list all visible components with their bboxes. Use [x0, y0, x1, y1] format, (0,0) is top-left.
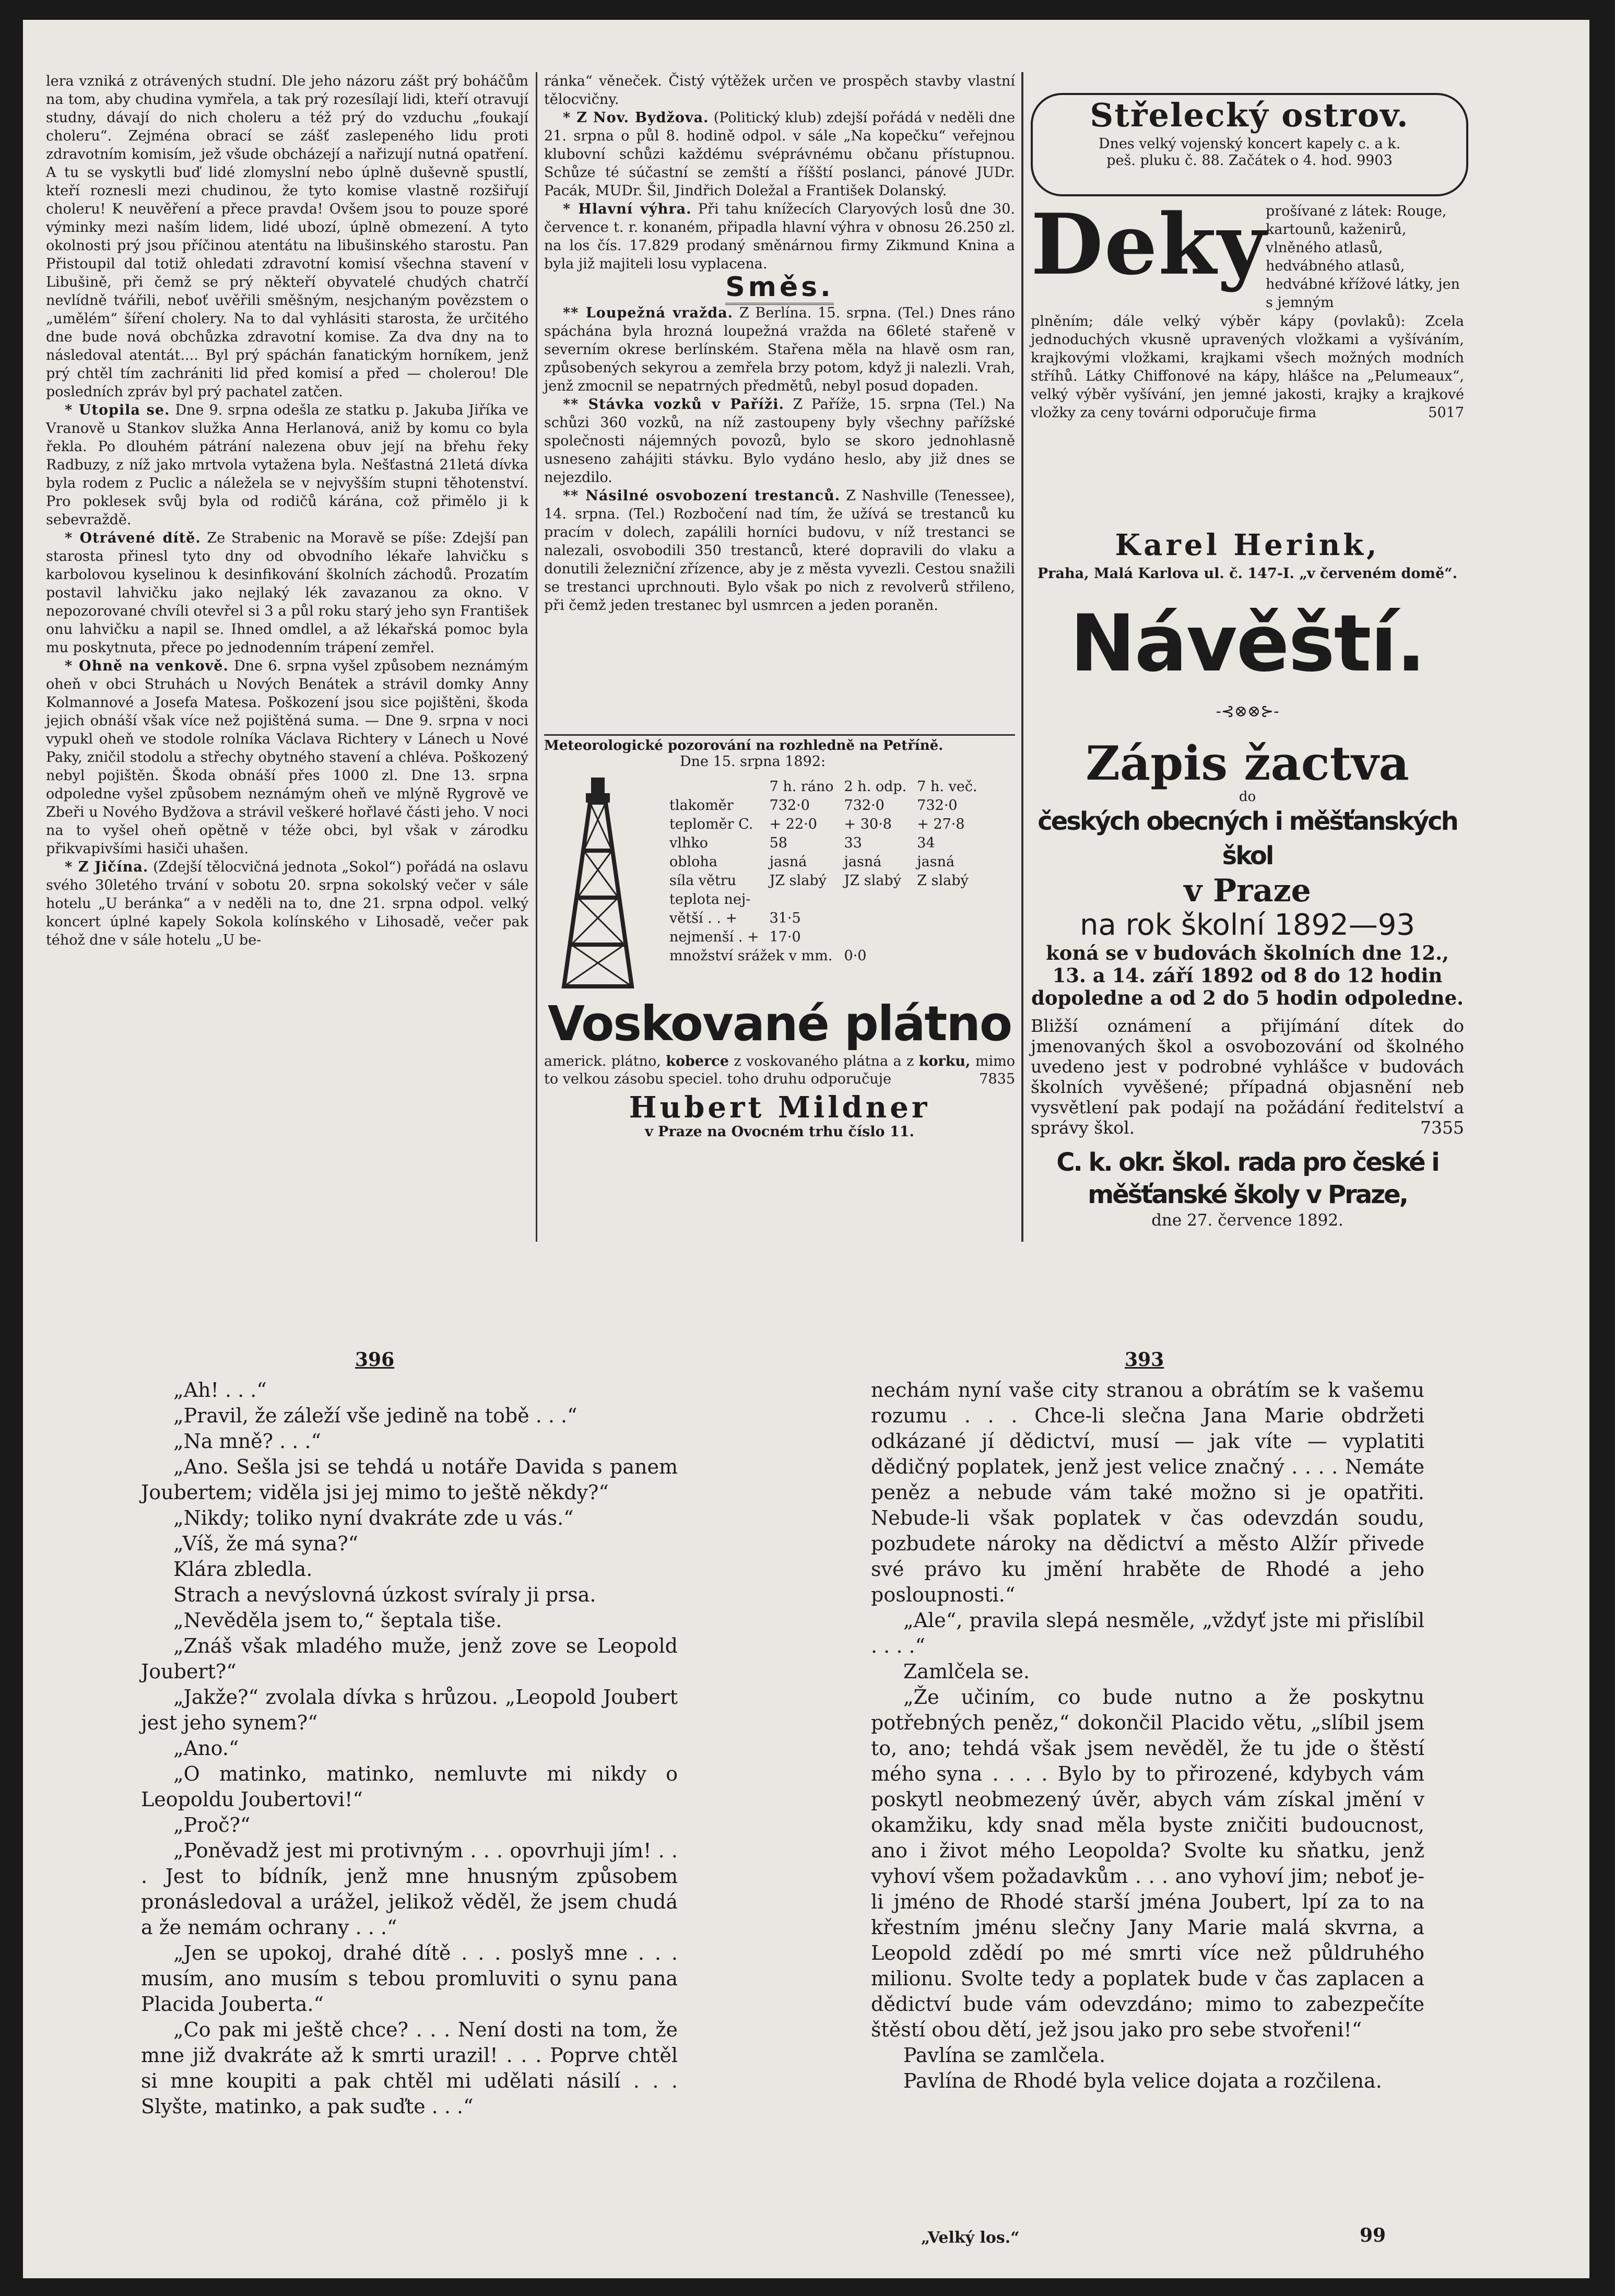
headline-utopila: * Utopila se. — [65, 402, 170, 418]
news-column-1 — [46, 72, 528, 1239]
navesti-info: Bližší oznámení a přijímání dítek do jmenovaných škol a osvobozování od školného uvedeno jest v podrobné vyhlášce v budovách školních vyvěšené; případná objasnění neb vysvětlení pak podají na požádání ředitelství a správy škol. — [1031, 1016, 1464, 1138]
weather-label: obloha — [669, 854, 717, 870]
section-title-smes: Směs. — [725, 272, 834, 305]
ad-strelecky-line2: peš. pluku č. 88. Začátek o 4. hod. — [1106, 152, 1352, 169]
weather-header: 2 h. odp. — [844, 779, 907, 795]
story-paragraph: „Znáš však mladého muže, jenž zove se Leopold Joubert?“ — [141, 1634, 678, 1683]
article-utopila-text: Dne 9. srpna odešla ze statku p. Jakuba Jiříka ve Vranově u Stankov služka Anna Herlanová, aniž by komu co byla řekla. Po dlouhém pátrání nalezena obuv její na břehu řeky Radbuzy, z níž jako mrtvola vytažena byla. Nešťastná 21letá dívka byla rodem z Puclic a náležela se v nejvyšším stupni těhotenství. Pro poklesek svůj byla od rodičů kárána, což přimělo ji k sebevraždě. — [46, 402, 528, 528]
ad-deky-address: Praha, Malá Karlova ul. č. 147-I. „v červeném domě“. — [1037, 566, 1458, 582]
story-paragraph: „Ah! . . .“ — [173, 1379, 267, 1402]
story-paragraph: „Pravil, že záleží vše jedině na tobě . . .“ — [173, 1404, 577, 1427]
weather-label: tlakoměr — [669, 797, 734, 814]
article-jicin-text: (Zdejší tělocvičná jednota „Sokol“) pořádá na oslavu svého 30letého trvání v sobotu 20. srpna sokolský večer v sále hotelu „U beránka“ a v neděli na to, dne 21. srpna odpol. velký koncert úplné kapely Sokola kolínského v Lihosadě, večer pak téhož dne v sále hotelu „U be- — [46, 859, 529, 948]
article-vyhra-text: Při tahu knížecích Claryových losů dne 30. července t. r. konaném, připadla hlavní výhra v obnosu 26.250 zl. na los čís. 17.829 prodaný směnárnou firmy Zikmund Knina a byla již majiteli losu vyplacena. — [544, 201, 1015, 272]
ad-voskovane-text: mimo to velkou zásobu speciel. toho druhu odporučuje — [544, 1053, 1015, 1087]
ad-deky-body: plněním; dále velký výběr kápy (povlaků): Zcela jednoduchých vkusně upravených vložkami a vyšíváním, krajkovými vložkami, krajkami všech možných modních stříhů. Látky Chiffonové na kápy, hlášce na „Pelumeaux“, velký výběr vyšívání, jen jemné jakosti, krajky a krajkové vložky za ceny továrni odporučuje firma — [1031, 313, 1464, 421]
ad-strelecky-number: 9903 — [1357, 152, 1393, 169]
article-jicin-cont: ránka“ věneček. Čistý výtěžek určen ve prospěch stavby vlastní tělocvičny. — [544, 73, 1015, 108]
story-paragraph: „Jen se upokoj, drahé dítě . . . poslyš mne . . . musím, ano musím s tebou promluviti o synu pana Placida Jouberta.“ — [141, 1941, 678, 2016]
navesti-council: C. k. okr. škol. rada pro české i měšťanské školy v Praze, — [1056, 1148, 1439, 1209]
story-page-number-left: 396 — [355, 1349, 395, 1371]
weather-rain-label: množství srážek v mm. — [669, 948, 833, 964]
story-paragraph: „Nikdy; toliko nyní dvakráte zde u vás.“ — [173, 1506, 574, 1529]
weather-min-value: 17·0 — [769, 929, 801, 945]
story-paragraph: Pavlína se zamlčela. — [903, 2044, 1106, 2067]
headline-stavka: ** Stávka vozků v Paříži. — [563, 396, 784, 413]
story-paragraph: „Proč?“ — [173, 1814, 251, 1836]
story-paragraph: Zamlčela se. — [903, 1660, 1030, 1683]
ad-voskovane-text: americk. plátno, — [544, 1053, 661, 1069]
ad-voskovane-address: v Praze na Ovocném trhu číslo 11. — [645, 1124, 914, 1140]
weather-value: 58 — [769, 835, 787, 851]
story-paragraph: „Co pak mi ještě chce? . . . Není dosti na tom, že mne již dvakráte až k smrti urazil! . . . Poprve chtěl si mne koupiti a pak chtěl mi udělati násilí . . . Slyšte, matinko, a pak suďte . . .“ — [141, 2018, 678, 2118]
weather-label: vlhko — [669, 835, 708, 851]
story-paragraph: Strach a nevýslovná úzkost svíraly ji prsa. — [173, 1583, 596, 1606]
headline-ohne: * Ohně na venkově. — [65, 658, 229, 674]
article-stavka-text: Z Paříže, 15. srpna (Tel.) Na schůzi 360 vozků, na níž zastoupeny byly všechny pařížské společnosti nájemných povozů, bylo se skoro jednohlasně usneseno zahájiti stávku. Bylo vydáno heslo, aby již dnes se nejezdilo. — [544, 396, 1015, 486]
newspaper-page — [23, 20, 1589, 2278]
headline-osvobozeni: ** Násilné osvobození trestanců. — [563, 488, 841, 504]
story-paragraph: „Ano. Sešla jsi se tehdá u notáře Davida s panem Joubertem; viděla jsi jej mimo to ještě někdy?“ — [141, 1455, 678, 1504]
story-paragraph: Klára zbledla. — [173, 1558, 313, 1581]
story-paragraph: „Ano.“ — [173, 1737, 239, 1760]
story-paragraph: „Nevěděla jsem to,“ šeptala tiše. — [173, 1609, 502, 1632]
weather-value: 33 — [844, 835, 862, 851]
story-paragraph: Pavlína de Rhodé byla velice dojata a rozčilena. — [903, 2069, 1382, 2092]
ad-voskovane-bold: koberce — [666, 1053, 729, 1069]
story-page-number-right: 393 — [1125, 1349, 1164, 1371]
weather-rain-value: 0·0 — [844, 948, 867, 964]
weather-value: JZ slabý — [844, 873, 901, 889]
ad-deky-side-text: prošívané z látek: Rouge, kartounů, kaženirů, vlněného atlasů, hedvábného atlasů, hedvábné křížové látky, jen s jemným — [1266, 203, 1460, 311]
story-paragraph: „Víš, že má syna?“ — [173, 1532, 359, 1555]
story-right-column — [871, 1377, 1424, 2223]
weather-header: 7 h. ráno — [769, 779, 834, 795]
navesti-dates: koná se v budovách školních dne 12., 13. a 14. září 1892 od 8 do 12 hodin dopoledne a od 2 do 5 hodin odpoledne. — [1031, 941, 1464, 1009]
weather-title: Meteorologické pozorování na rozhledně na Petříně. — [544, 738, 944, 753]
weather-label: teploměr C. — [669, 816, 753, 832]
story-footer-number: 99 — [1360, 2224, 1386, 2246]
article-otravene-text: Ze Strabenic na Moravě se píše: Zdejší pan starosta přinesl tyto dny od obvodního lékaře lahvičku s karbolovou kyselinou k desinfikování školních záchodů. Prozatím postavil lahvičku jako nejlaký lék zavazanou za okno. V nepozorované chvíli otevřel si 3 a půl roku starý jeho syn František onu lahvičku a napil se. Ihned omdlel, a až lékařská pomoc byla mu poskytnuta, přece po jednodenním trápení zemřel. — [46, 530, 528, 656]
weather-value: jasná — [769, 854, 807, 870]
story-paragraph: „Na mně? . . .“ — [173, 1430, 321, 1453]
weather-max-label: větší . . + — [669, 910, 738, 926]
weather-row-temperature — [664, 815, 983, 834]
story-paragraph: nechám nyní vaše city stranou a obrátím se k vašemu rozumu . . . Chce-li slečna Jana Marie obdržeti odkázané jí dědictví, musí — jak víte — vyplatiti dědičný poplatek, jenž jest velice značný . . . . Nemáte peněz a nebude vám také možno si je opatřiti. Nebude-li však poplatek v čas odevzdán soudu, pozbudete nároky na dědictví a město Alžír přivede své právo ku jmění hraběte de Rhodé a jeho posloupnosti.“ — [871, 1379, 1424, 1606]
ad-voskovane-title: Voskované plátno — [547, 996, 1012, 1052]
headline-bydzov: * Z Nov. Bydžova. — [563, 110, 709, 126]
weather-date: Dne 15. srpna 1892: — [680, 753, 826, 770]
ad-strelecky-line1: Dnes velký vojenský koncert kapely c. a k. — [1098, 136, 1401, 152]
weather-row-wind — [664, 872, 983, 890]
story-paragraph: „Jakže?“ zvolala dívka s hrůzou. „Leopold Joubert jest jeho synem?“ — [141, 1686, 678, 1734]
weather-temp-label: teplota nej- — [669, 891, 751, 908]
weather-header: 7 h. več. — [917, 779, 977, 795]
weather-value: 34 — [917, 835, 935, 851]
headline-otravene-dite: * Otrávené dítě. — [65, 530, 201, 546]
ad-voskovane-bold: korku, — [918, 1053, 971, 1069]
navesti-city: v Praze — [1184, 873, 1311, 909]
ad-deky-name: Karel Herink, — [1115, 528, 1380, 562]
weather-value: + 22·0 — [769, 816, 817, 832]
ad-navesti — [1031, 598, 1464, 1230]
weather-value: 732·0 — [917, 797, 958, 814]
headline-hlavni-vyhra: * Hlavní výhra. — [563, 201, 692, 217]
weather-header — [664, 778, 764, 796]
ad-deky-title: Deky — [1031, 195, 1267, 293]
weather-label: síla větru — [669, 873, 737, 889]
weather-value: JZ slabý — [769, 873, 827, 889]
story-paragraph: „O matinko, matinko, nemluvte mi nikdy o Leopoldu Joubertovi!“ — [141, 1762, 678, 1811]
weather-row-sky — [664, 853, 983, 872]
weather-value: 732·0 — [769, 797, 810, 814]
navesti-year: na rok školní 1892—93 — [1080, 908, 1415, 942]
petrin-tower-icon — [553, 778, 642, 986]
weather-value: 732·0 — [844, 797, 885, 814]
article-vrazda-text: Z Berlína. 15. srpna. (Tel.) Dnes ráno spáchána byla hrozná loupežná vražda na 66leté stařeně v severním okrese berlínském. Stařena měla na hlavě osm ran, způsobených sekyrou a zemřela brzy potom, když ji nalezli. Vrah, jenž zmocnil se nepatrných předmětů, nebyl posud dopaden. — [544, 305, 1015, 394]
ad-deky — [1031, 195, 1464, 597]
headline-jicin: * Z Jičína. — [65, 859, 149, 875]
article-cholera-text: lera vzniká z otrávených studní. Dle jeho názoru zášt prý boháčům na tom, aby chudina vymřela, a tak prý rozesílají lidi, kteří otravují studny, dávají do nich choleru a též prý do vzduchu „foukají choleru“. Zejména obrací se zášť zaslepeného lidu proti zdravotním komisím, jež všude obcházejí a nařizují nutná opatření. A tu se vyskytli buď lidé zlomyslní nebo úplně duševně spustlí, kteří roznesli mezi chudinou, že tyto komise vlastně rozšiřují choleru! K neuvěření a přece pravda! Ovšem jsou to pouze sporé výminky mezi naším lidem, lidé ubozí, úplně obmezení. A tyto okolnosti prý jsou příčinou atentátu na libušinského starostu. Pan Přistoupil dal totiž ohledati zdravotní komisí všechna stavení v Libušině, při čemž se prý někteří obyvatelé chudých chatrčí nevlídně tvářili, neboť uvěřili směšným, nesjchaným povězstem o „umělém“ šíření cholery. Na to dal vyhlásiti starosta, že určitého dne bude nová obchůzka zdravotní komise. Za dva dny na to následoval atentát.... Byl prý spáchán fanatickým horníkem, jenž prý chtěl tím zachrániti lid před komisí a před — cholerou! Dle posledních zpráv byl prý pachatel zatčen. — [46, 73, 528, 400]
weather-value: + 30·8 — [844, 816, 892, 832]
navesti-title: Návěští. — [1070, 598, 1425, 689]
story-paragraph: „Ale“, pravila slepá nesměle, „vždyť jste mi přislíbil . . . .“ — [871, 1609, 1424, 1657]
weather-value: jasná — [844, 854, 882, 870]
weather-row-pressure — [664, 796, 983, 815]
weather-value: jasná — [917, 854, 955, 870]
story-paragraph: „Poněvadž jest mi protivným . . . opovrhuji jím! . . . Jest to bídník, jenž mne hnusným způsobem pronásledoval a urážel, jelikož věděl, že jsem chudá a že nemám ochrany . . .“ — [141, 1839, 678, 1939]
column-divider-2 — [1021, 72, 1023, 1242]
story-paragraph: „Že učiním, co bude nutno a že poskytnu potřebných peněz,“ dokončil Placido větu, „slíbil jsem to, ano; tehdá však jsem nevěděl, že tu jde o štěstí mého syna . . . . Bylo by to přirozené, kdybych vám poskytl neobmezený úvěr, abych vám získal jmění v okamžiku, kdy snad měla byste zničiti budoucnost, ano i život mého Leopolda? Svolte ku sňatku, jenž vyhoví všem požadavkům . . . ano vyhoví jim; neboť je-li jméno de Rhodé starší jména Joubert, lpí za to na křestním jménu slečny Jany Marie malá skvrna, a Leopold zdědí po mé smrti více než půldruhého milionu. Svolte tedy a poplatek bude v čas zaplacen a dědictví bude vám odevzdáno; mimo to zabezpečíte štěstí obou dětí, jež jsou jako pro sebe stvořeni!“ — [871, 1686, 1424, 2041]
weather-max-value: 31·5 — [769, 910, 801, 926]
weather-table — [664, 778, 983, 966]
story-footer-title: „Velký los.“ — [921, 2229, 1020, 2247]
navesti-do: do — [1239, 789, 1256, 805]
headline-loupezna-vrazda: ** Loupežná vražda. — [563, 305, 734, 321]
weather-min-label: nejmenší . + — [669, 929, 759, 945]
weather-value: + 27·8 — [917, 816, 965, 832]
weather-value: Z slabý — [917, 873, 969, 889]
ad-strelecky-title: Střelecký ostrov. — [1090, 96, 1409, 134]
ad-voskovane-platno — [544, 995, 1015, 1220]
navesti-date: dne 27. července 1892. — [1151, 1211, 1343, 1230]
article-osvobozeni-text: Z Nashville (Tenessee), 14. srpna. (Tel.) Rozbočení nad tím, že užívá se trestanců ku pracím v dolech, zapálili horníci budovu, v níž trestanci se nalezali, osvobodili 350 trestanců, které dopravili do vlaku a donutili železniční zřízence, aby je z města vyvezli. Cestou snažili se trestanci uprchnouti. Bylo však po nich z revolverů střileno, při čemž jeden trestanec byl usmrcen a jeden poraněn. — [544, 488, 1015, 614]
navesti-ornament: -⊰⊗⊗⊱- — [1216, 702, 1279, 721]
weather-row-humidity — [664, 834, 983, 853]
article-ohne-text: Dne 6. srpna vyšel způsobem neznámým oheň v obci Struhách u Nových Benátek a strávil domky Anny Kolmannové a Josefa Matesa. Poškození jsou sice pojištěni, škoda jejich obnáší však více než pojištěná suma. — Dne 9. srpna v noci vypukl oheň ve stodole rolníka Václava Richtery v Lánech u Nové Paky, zničil stodolu a střechy obytného stavení a chléva. Poškozený nebyl pojištěn. Škoda obnáší přes 1000 zl. Dne 13. srpna odpoledne vyšel způsobem neznámým oheň ve mlýně Rygrově ve Zbeři u Nového Bydžova a strávil veškeré hořlavé části jeho. V noci na to vyšel oheň opětně v téže obci, byl však v zárodku přikvapivšími hasiči uhašen. — [46, 658, 528, 857]
column-divider-1 — [536, 72, 537, 1242]
ad-voskovane-text: z voskovaného plátna a z — [734, 1053, 914, 1069]
ad-deky-number: 5017 — [1428, 405, 1464, 421]
article-bydzov-text: (Politický klub) zdejší pořádá v neděli dne 21. srpna o půl 8. hodině odpol. v sále „Na kopečku“ veřejnou klubovní schůzi každému svéprávnému občanu přístupnou. Schůze té súčastní se zemští a říšští poslanci, pánové JUDr. Pacák, MUDr. Šil, Jindřich Doležal a František Dolanský. — [544, 110, 1015, 199]
story-left-column — [141, 1377, 678, 2265]
weather-report — [544, 734, 1015, 992]
navesti-schools: českých obecných i měšťanských škol — [1038, 807, 1457, 870]
ad-voskovane-name: Hubert Mildner — [629, 1090, 930, 1125]
navesti-number: 7355 — [1420, 1117, 1464, 1138]
navesti-zapis: Zápis žactva — [1086, 736, 1409, 791]
news-column-2 — [544, 72, 1015, 730]
ad-voskovane-number: 7835 — [979, 1071, 1015, 1087]
ad-strelecky-ostrov — [1031, 93, 1468, 196]
